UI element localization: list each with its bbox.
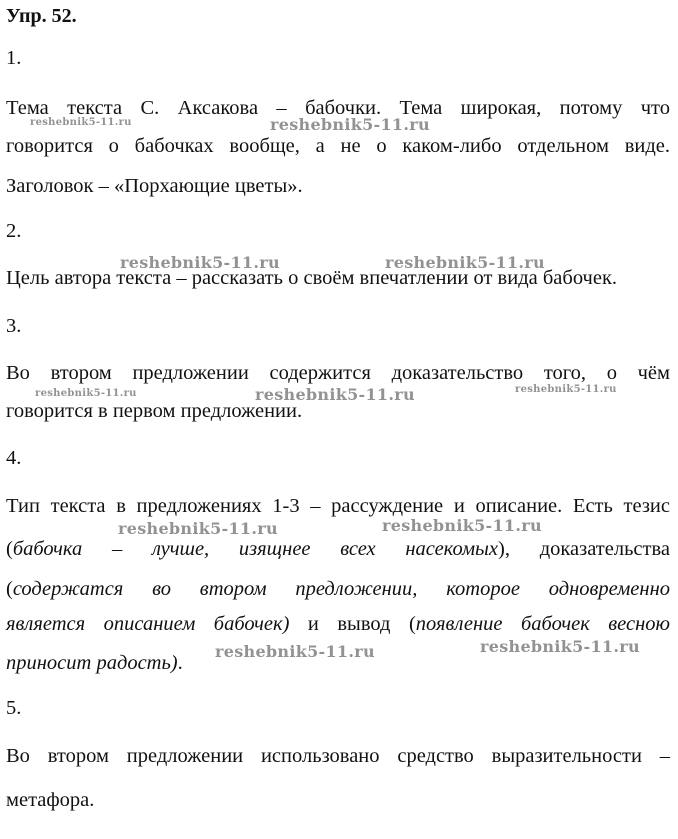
paragraph-line: метафора. bbox=[6, 789, 95, 811]
watermark: reshebnik5-11.ru bbox=[215, 642, 375, 661]
text-fragment: ( bbox=[6, 578, 13, 600]
section-number: 3. bbox=[6, 315, 22, 337]
paragraph-line bbox=[6, 577, 670, 601]
text-fragment: ), доказательства bbox=[498, 538, 670, 560]
watermark: reshebnik5-11.ru bbox=[35, 388, 137, 399]
section-number: 5. bbox=[6, 697, 22, 719]
watermark: reshebnik5-11.ru bbox=[270, 115, 430, 134]
watermark: reshebnik5-11.ru bbox=[120, 253, 280, 272]
page-title: Упр. 52. bbox=[6, 5, 77, 27]
conclusion-italic: приносит радость) bbox=[6, 652, 178, 674]
section-number: 2. bbox=[6, 220, 22, 242]
watermark: reshebnik5-11.ru bbox=[30, 117, 132, 128]
paragraph-line bbox=[6, 537, 670, 561]
watermark: reshebnik5-11.ru bbox=[118, 519, 278, 538]
paragraph-line: Во втором предложении использовано средство выразительности – bbox=[6, 745, 670, 767]
watermark: reshebnik5-11.ru bbox=[515, 384, 617, 395]
text-fragment: и вывод ( bbox=[289, 613, 416, 635]
conclusion-italic: появление бабочек весною bbox=[415, 613, 670, 635]
paragraph-line: Заголовок – «Порхающие цветы». bbox=[6, 175, 303, 197]
thesis-italic: бабочка – лучше, изящнее всех насекомых bbox=[12, 538, 499, 560]
paragraph-line bbox=[6, 612, 670, 636]
text-fragment: ( bbox=[6, 538, 13, 560]
evidence-italic: является описанием бабочек) bbox=[6, 613, 290, 635]
section-number: 4. bbox=[6, 447, 22, 469]
text-fragment: . bbox=[177, 652, 183, 674]
watermark: reshebnik5-11.ru bbox=[385, 253, 545, 272]
paragraph-line: говорится о бабочках вообще, а не о каком-либо отдельном виде. bbox=[6, 135, 670, 157]
watermark: reshebnik5-11.ru bbox=[255, 385, 415, 404]
paragraph-line: Во втором предложении содержится доказательство того, о чём bbox=[6, 362, 670, 384]
paragraph-line: говорится в первом предложении. bbox=[6, 400, 303, 422]
watermark: reshebnik5-11.ru bbox=[480, 637, 640, 656]
watermark: reshebnik5-11.ru bbox=[382, 516, 542, 535]
paragraph-line: Тема текста С. Аксакова – бабочки. Тема широкая, потому что bbox=[6, 97, 670, 119]
paragraph-line: Цель автора текста – рассказать о своём впечатлении от вида бабочек. bbox=[6, 267, 618, 289]
section-number: 1. bbox=[6, 47, 22, 69]
evidence-italic: содержатся во втором предложении, которое одновременно bbox=[12, 578, 670, 600]
paragraph-line: Тип текста в предложениях 1-3 – рассуждение и описание. Есть тезис bbox=[6, 495, 670, 517]
